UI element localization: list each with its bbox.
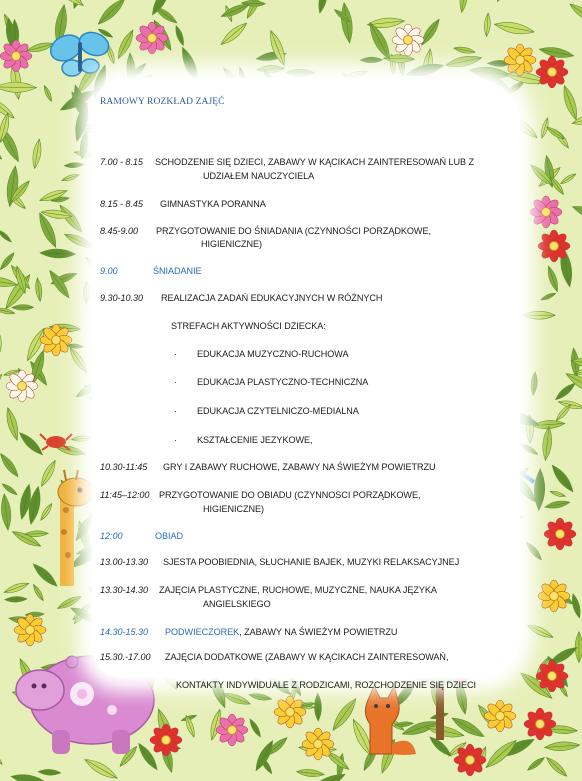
- schedule-time: 7.00 - 8.15: [100, 157, 143, 167]
- schedule-time: 9.30-10.30: [100, 293, 143, 303]
- schedule-activity: [165, 627, 397, 638]
- area-bullet: ·: [174, 349, 177, 359]
- schedule-time: 14.30-15.30: [100, 627, 148, 637]
- schedule-activity: REALIZACJA ZADAŃ EDUKACYJNYCH W RÓŻNYCH: [161, 293, 383, 303]
- schedule-time: 10.30-11:45: [100, 462, 148, 472]
- schedule-time: 12:00: [100, 531, 123, 541]
- schedule-activity-cont: UDZIAŁEM NAUCZYCIELA: [203, 171, 315, 181]
- schedule-activity: PRZYGOTOWANIE DO ŚNIADANIA (CZYNNOŚCI PORZĄDKOWE,: [156, 226, 431, 236]
- schedule-time: 11:45–12:00: [100, 490, 150, 500]
- flower-icon: [536, 56, 568, 88]
- area-item: EDUKACJA MUZYCZNO-RUCHOWA: [197, 349, 349, 359]
- schedule-activity-cont: KONTAKTY INDYWIDUALE Z RODZICAMI, ROZCHODZENIE SIĘ DZIECI: [176, 680, 476, 690]
- area-bullet: ·: [174, 435, 177, 445]
- flower-icon: [40, 324, 72, 356]
- area-item: EDUKACJA CZYTELNICZO-MEDIALNA: [197, 406, 359, 416]
- schedule-activity: GRY I ZABAWY RUCHOWE, ZABAWY NA ŚWIEŻYM POWIETRZU: [163, 462, 436, 472]
- flower-icon: [536, 660, 568, 692]
- schedule-activity-cont: STREFACH AKTYWNOŚCI DZIECKA:: [171, 321, 326, 331]
- schedule-activity-cont: HIGIENICZNE): [201, 239, 263, 249]
- flower-icon: [14, 614, 46, 646]
- flower-icon: [544, 518, 576, 550]
- schedule-time: 13.00-13.30: [100, 557, 148, 567]
- flower-icon: [136, 22, 168, 54]
- schedule-time: 9.00: [100, 266, 118, 276]
- flower-icon: [302, 728, 334, 760]
- schedule-activity: PRZYGOTOWANIE DO OBIADU (CZYNNOSCI PORZĄDKOWE,: [159, 490, 421, 500]
- schedule-activity: ŚNIADANIE: [153, 266, 202, 276]
- flower-icon: [150, 724, 182, 756]
- schedule-activity: GIMNASTYKA PORANNA: [160, 199, 266, 209]
- schedule-activity: ZAJĘCIA PLASTYCZNE, RUCHOWE, MUZYCZNE, NAUKA JĘZYKA: [159, 585, 437, 595]
- schedule-time: 13.30-14.30: [100, 585, 148, 595]
- area-bullet: ·: [174, 406, 177, 416]
- area-item: EDUKACJA PLASTYCZNO-TECHNICZNA: [197, 377, 369, 387]
- flower-icon: [6, 370, 38, 402]
- flower-icon: [524, 708, 556, 740]
- area-bullet: ·: [174, 377, 177, 387]
- schedule-activity: OBIAD: [155, 531, 184, 541]
- schedule-activity: SJESTA POOBIEDNIA, SŁUCHANIE BAJEK, MUZYKI RELAKSACYJNEJ: [163, 557, 460, 567]
- schedule-activity: SCHODZENIE SIĘ DZIECI, ZABAWY W KĄCIKACH ZAINTERESOWAŃ LUB Z: [155, 157, 475, 167]
- schedule-time: 8.15 - 8.45: [100, 199, 143, 209]
- flower-icon: [538, 580, 570, 612]
- area-item: KSZTAŁCENIE JEZYKOWE,: [197, 435, 313, 445]
- flower-icon: [530, 196, 562, 228]
- flower-icon: [454, 744, 486, 776]
- schedule-activity: ZAJĘCIA DODATKOWE (ZABAWY W KĄCIKACH ZAINTERESOWAŃ,: [165, 652, 449, 662]
- schedule-activity-cont: ANGIELSKIEGO: [203, 599, 271, 609]
- flower-icon: [392, 24, 424, 56]
- flower-icon: [216, 714, 248, 746]
- snack-rest: , ZABAWY NA ŚWIEŻYM POWIETRZU: [239, 627, 398, 637]
- snack-label: PODWIECZOREK: [165, 627, 240, 637]
- schedule-time: 8.45-9.00: [100, 226, 138, 236]
- page-title: RAMOWY ROZKŁAD ZAJĘĆ: [100, 97, 225, 107]
- flower-icon: [484, 700, 516, 732]
- schedule-activity-cont: HIGIENICZNE): [203, 504, 265, 514]
- flower-icon: [274, 696, 306, 728]
- flower-icon: [538, 230, 570, 262]
- schedule-time: 15.30.-17.00: [100, 652, 151, 662]
- flower-icon: [504, 44, 536, 76]
- flower-icon: [0, 40, 32, 72]
